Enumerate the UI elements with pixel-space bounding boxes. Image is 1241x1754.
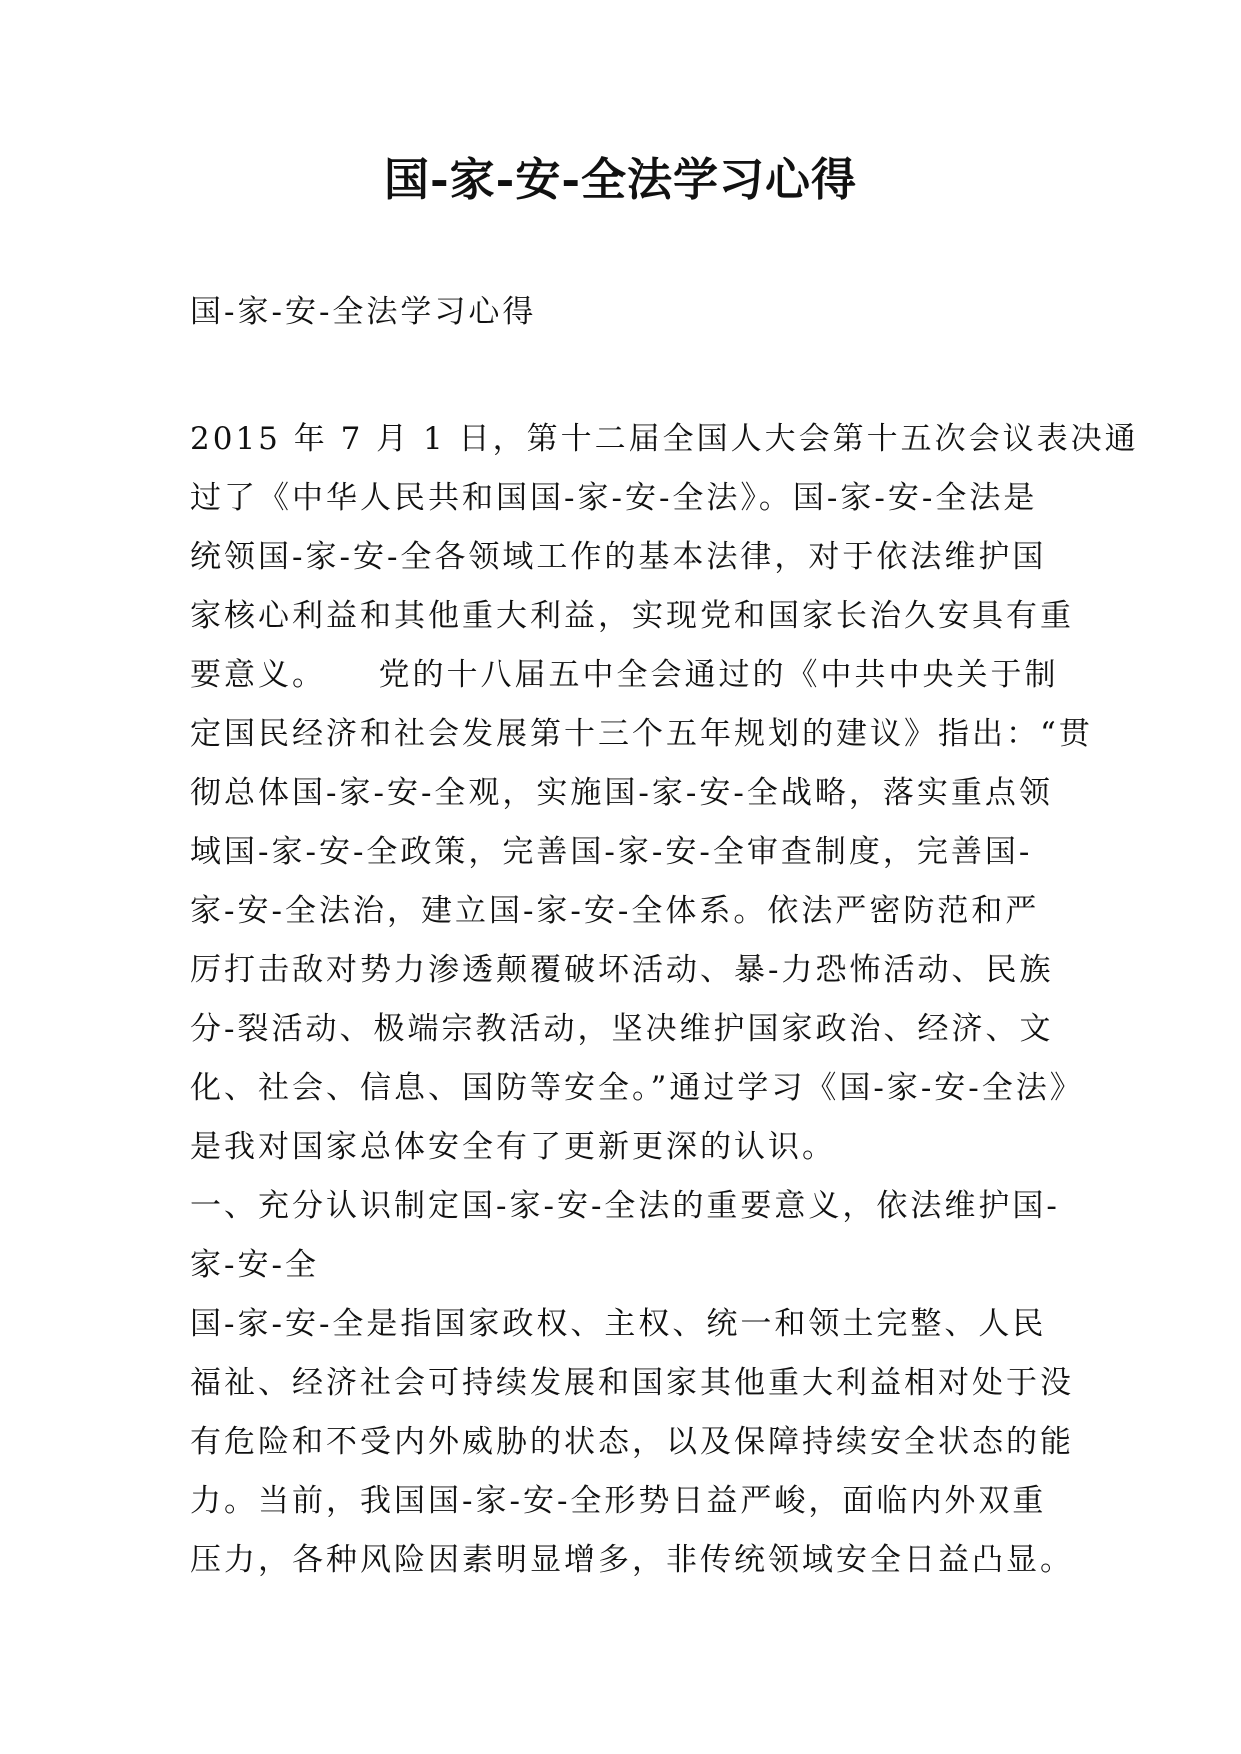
body-line: 彻总体国-家-安-全观，实施国-家-安-全战略，落实重点领 <box>190 775 1053 811</box>
body-line: 是我对国家总体安全有了更新更深的认识。 <box>190 1129 836 1165</box>
body-line: 力。当前，我国国-家-安-全形势日益严峻，面临内外双重 <box>190 1483 1047 1519</box>
body-line: 定国民经济和社会发展第十三个五年规划的建议》指出：“贯 <box>190 716 1093 752</box>
document-subtitle: 国-家-安-全法学习心得 <box>190 294 537 330</box>
body-line: 2015 年 7 月 1 日，第十二届全国人大会第十五次会议表决通 <box>190 421 1139 457</box>
body-line: 福祉、经济社会可持续发展和国家其他重大利益相对处于没 <box>190 1365 1074 1401</box>
section-heading-line: 家-安-全 <box>190 1247 319 1283</box>
body-line: 厉打击敌对势力渗透颠覆破坏活动、暴-力恐怖活动、民族 <box>190 952 1054 988</box>
body-line: 过了《中华人民共和国国-家-安-全法》。国-家-安-全法是 <box>190 480 1038 516</box>
body-line: 家核心利益和其他重大利益，实现党和国家长治久安具有重 <box>190 598 1074 634</box>
document-body <box>190 410 1139 1590</box>
section-heading-line: 一、充分认识制定国-家-安-全法的重要意义，依法维护国- <box>190 1188 1060 1224</box>
body-line: 压力，各种风险因素明显增多，非传统领域安全日益凸显。 <box>190 1542 1074 1578</box>
body-line: 家-安-全法治，建立国-家-安-全体系。依法严密防范和严 <box>190 893 1040 929</box>
body-line: 要意义。 党的十八届五中全会通过的《中共中央关于制 <box>190 657 1059 693</box>
body-line: 有危险和不受内外威胁的状态，以及保障持续安全状态的能 <box>190 1424 1074 1460</box>
document-title: 国-家-安-全法学习心得 <box>383 153 858 206</box>
body-line: 国-家-安-全是指国家政权、主权、统一和领土完整、人民 <box>190 1306 1047 1342</box>
body-line: 化、社会、信息、国防等安全。”通过学习《国-家-安-全法》 <box>190 1070 1084 1106</box>
body-line: 统领国-家-安-全各领域工作的基本法律，对于依法维护国 <box>190 539 1047 575</box>
body-line: 域国-家-安-全政策，完善国-家-安-全审查制度，完善国- <box>190 834 1033 870</box>
body-line: 分-裂活动、极端宗教活动，坚决维护国家政治、经济、文 <box>190 1011 1054 1047</box>
